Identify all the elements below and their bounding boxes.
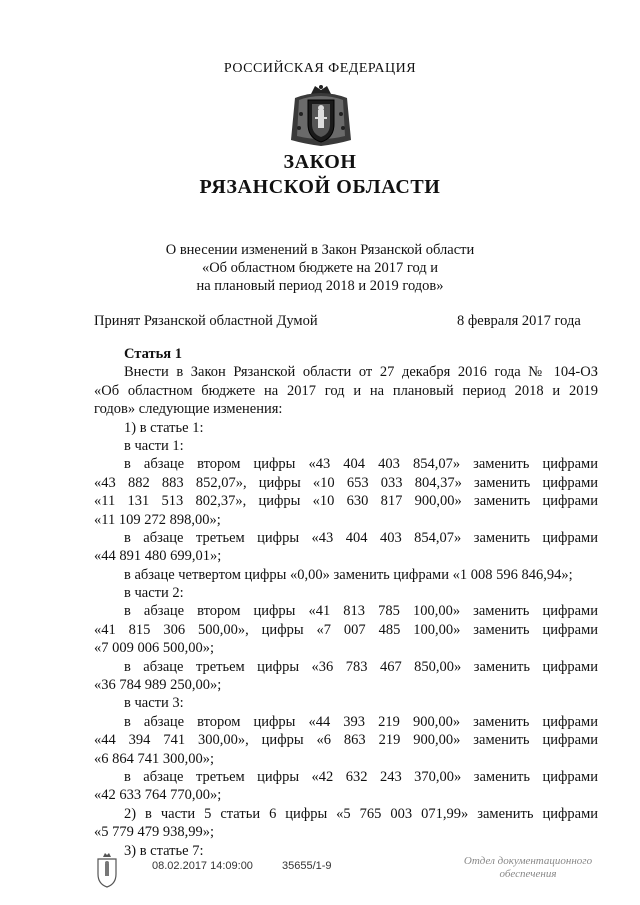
body-line: «5 779 479 938,99»; <box>94 824 215 841</box>
body-line: «44 891 480 699,01»; <box>94 548 222 565</box>
law-body <box>94 345 598 860</box>
body-line: 2) в части 5 статьи 6 цифры «5 765 003 071,99» заменить цифрами <box>124 805 598 822</box>
law-title-line2: РЯЗАНСКОЙ ОБЛАСТИ <box>199 176 441 198</box>
country-heading: РОССИЙСКАЯ ФЕДЕРАЦИЯ <box>223 61 417 76</box>
body-line: «43 882 883 852,07», цифры «10 653 033 804,37» заменить цифрами <box>94 474 598 491</box>
footer-doc-code: 35655/1-9 <box>282 860 332 872</box>
department-stamp-line2: обеспечения <box>499 868 557 880</box>
body-line: в части 3: <box>124 695 184 712</box>
body-line: в абзаце втором цифры «44 393 219 900,00» заменить цифрами <box>124 713 598 730</box>
body-line: «42 633 764 770,00»; <box>94 787 222 804</box>
body-line: «6 864 741 300,00»; <box>94 750 215 767</box>
law-title <box>0 150 640 200</box>
body-line: в части 2: <box>124 585 184 602</box>
body-line: в абзаце четвертом цифры «0,00» заменить цифрами «1 008 596 846,94»; <box>124 566 573 583</box>
body-line: в абзаце третьем цифры «43 404 403 854,07» заменить цифрами <box>124 529 598 546</box>
body-line: «36 784 989 250,00»; <box>94 677 222 694</box>
subject-line-2: «Об областном бюджете на 2017 год и <box>201 260 439 276</box>
body-line: в абзаце третьем цифры «36 783 467 850,00» заменить цифрами <box>124 658 598 675</box>
body-line: в абзаце третьем цифры «42 632 243 370,00» заменить цифрами <box>124 768 598 785</box>
adopted-by: Принят Рязанской областной Думой <box>94 313 318 329</box>
coat-of-arms-icon <box>289 84 353 150</box>
body-line: «Об областном бюджете на 2017 год и на плановый период 2018 и 2019 <box>94 382 598 399</box>
footer-timestamp: 08.02.2017 14:09:00 <box>152 860 253 872</box>
body-line: годов» следующие изменения: <box>94 401 283 418</box>
regional-emblem-stamp-icon <box>94 852 120 888</box>
department-stamp <box>448 855 608 881</box>
law-subject <box>0 241 640 295</box>
body-line: «11 131 513 802,37», цифры «10 630 817 900,00» заменить цифрами <box>94 493 598 510</box>
article-title: Статья 1 <box>124 346 182 362</box>
body-line: 1) в статье 1: <box>124 419 204 436</box>
subject-line-3: на плановый период 2018 и 2019 годов» <box>196 278 444 294</box>
body-line: 3) в статье 7: <box>124 842 204 859</box>
body-line: «44 394 741 300,00», цифры «6 863 219 900,00» заменить цифрами <box>94 732 598 749</box>
body-line: в абзаце втором цифры «43 404 403 854,07» заменить цифрами <box>124 456 598 473</box>
body-line: Внести в Закон Рязанской области от 27 декабря 2016 года № 104-ОЗ <box>124 364 598 381</box>
body-line: «11 109 272 898,00»; <box>94 511 221 528</box>
body-line: «7 009 006 500,00»; <box>94 640 215 657</box>
adoption-date: 8 февраля 2017 года <box>457 313 581 329</box>
body-line: в абзаце втором цифры «41 813 785 100,00» заменить цифрами <box>124 603 598 620</box>
subject-line-1: О внесении изменений в Закон Рязанской области <box>165 242 475 258</box>
body-line: в части 1: <box>124 437 184 454</box>
law-title-line1: ЗАКОН <box>283 151 357 173</box>
department-stamp-line1: Отдел документационного <box>463 855 593 867</box>
body-line: «41 815 306 500,00», цифры «7 007 485 100,00» заменить цифрами <box>94 621 598 638</box>
